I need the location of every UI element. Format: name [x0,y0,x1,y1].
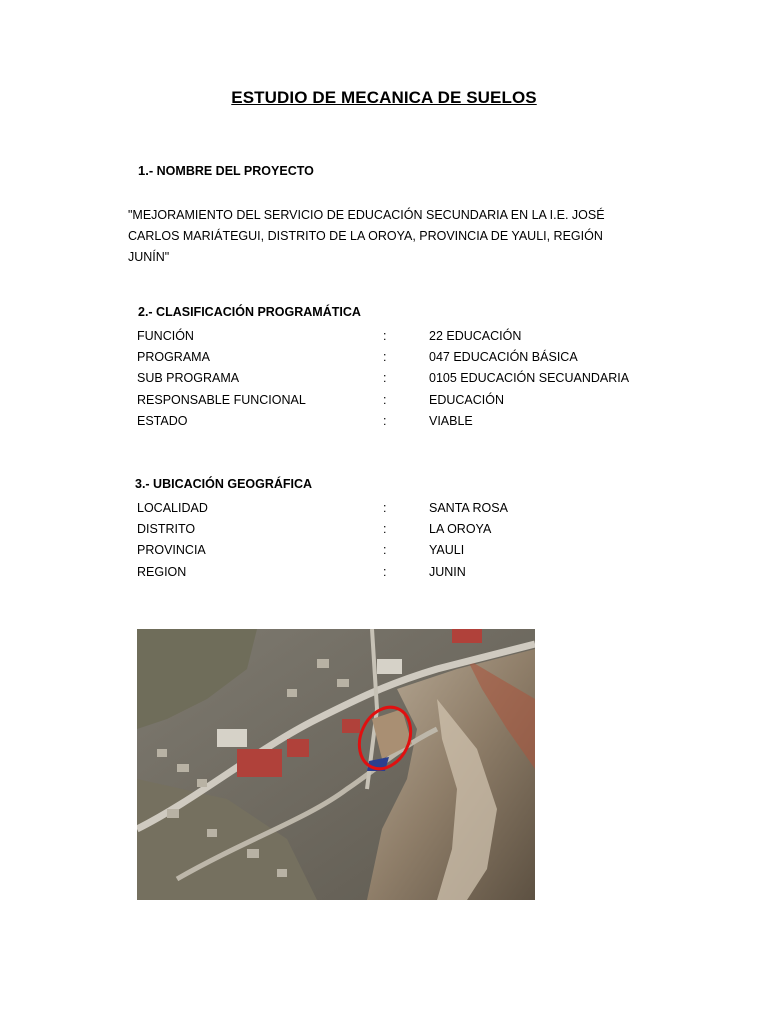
section-1-heading [138,163,314,178]
section-3-heading: 3.- UBICACIÓN GEOGRÁFICA [135,477,313,491]
row-label: REGION [137,565,187,579]
section-1-number: 1.- [138,163,154,178]
row-separator: : [383,329,387,343]
info-row [137,501,657,521]
row-label: DISTRITO [137,522,196,536]
row-value: YAULI [429,543,465,557]
info-row [137,522,657,542]
row-separator: : [383,522,387,536]
row-separator: : [383,565,387,579]
row-value: 047 EDUCACIÓN BÁSICA [429,350,578,364]
section-2-heading: 2.- CLASIFICACIÓN PROGRAMÁTICA [138,305,361,319]
row-separator: : [383,501,387,515]
row-separator: : [383,350,387,364]
info-row [137,565,657,585]
row-separator: : [383,543,387,557]
row-separator: : [383,414,387,428]
info-row [137,393,657,413]
project-name-line: JUNÍN" [128,250,170,264]
row-separator: : [383,371,387,385]
row-value: VIABLE [429,414,473,428]
row-value: EDUCACIÓN [429,393,505,407]
project-name-paragraph [128,205,648,268]
info-row [137,329,657,349]
row-label: PROGRAMA [137,350,210,364]
row-label: FUNCIÓN [137,329,194,343]
satellite-location-image [137,629,535,900]
project-name-line: "MEJORAMIENTO DEL SERVICIO DE EDUCACIÓN SECUNDARIA EN LA I.E. JOSÉ [128,208,605,222]
section-1-title: NOMBRE DEL PROYECTO [156,164,314,178]
row-separator: : [383,393,387,407]
row-label: SUB PROGRAMA [137,371,240,385]
row-label: RESPONSABLE FUNCIONAL [137,393,306,407]
row-value: JUNIN [429,565,466,579]
row-value: 22 EDUCACIÓN [429,329,522,343]
row-value: LA OROYA [429,522,492,536]
row-label: PROVINCIA [137,543,206,557]
row-value: SANTA ROSA [429,501,508,515]
row-label: LOCALIDAD [137,501,208,515]
info-row [137,543,657,563]
info-row [137,371,657,391]
info-row [137,414,657,434]
info-row [137,350,657,370]
row-value: 0105 EDUCACIÓN SECUANDARIA [429,371,630,385]
row-label: ESTADO [137,414,188,428]
document-title: ESTUDIO DE MECANICA DE SUELOS [231,88,537,107]
project-name-line: CARLOS MARIÁTEGUI, DISTRITO DE LA OROYA, PROVINCIA DE YAULI, REGIÓN [128,229,603,243]
